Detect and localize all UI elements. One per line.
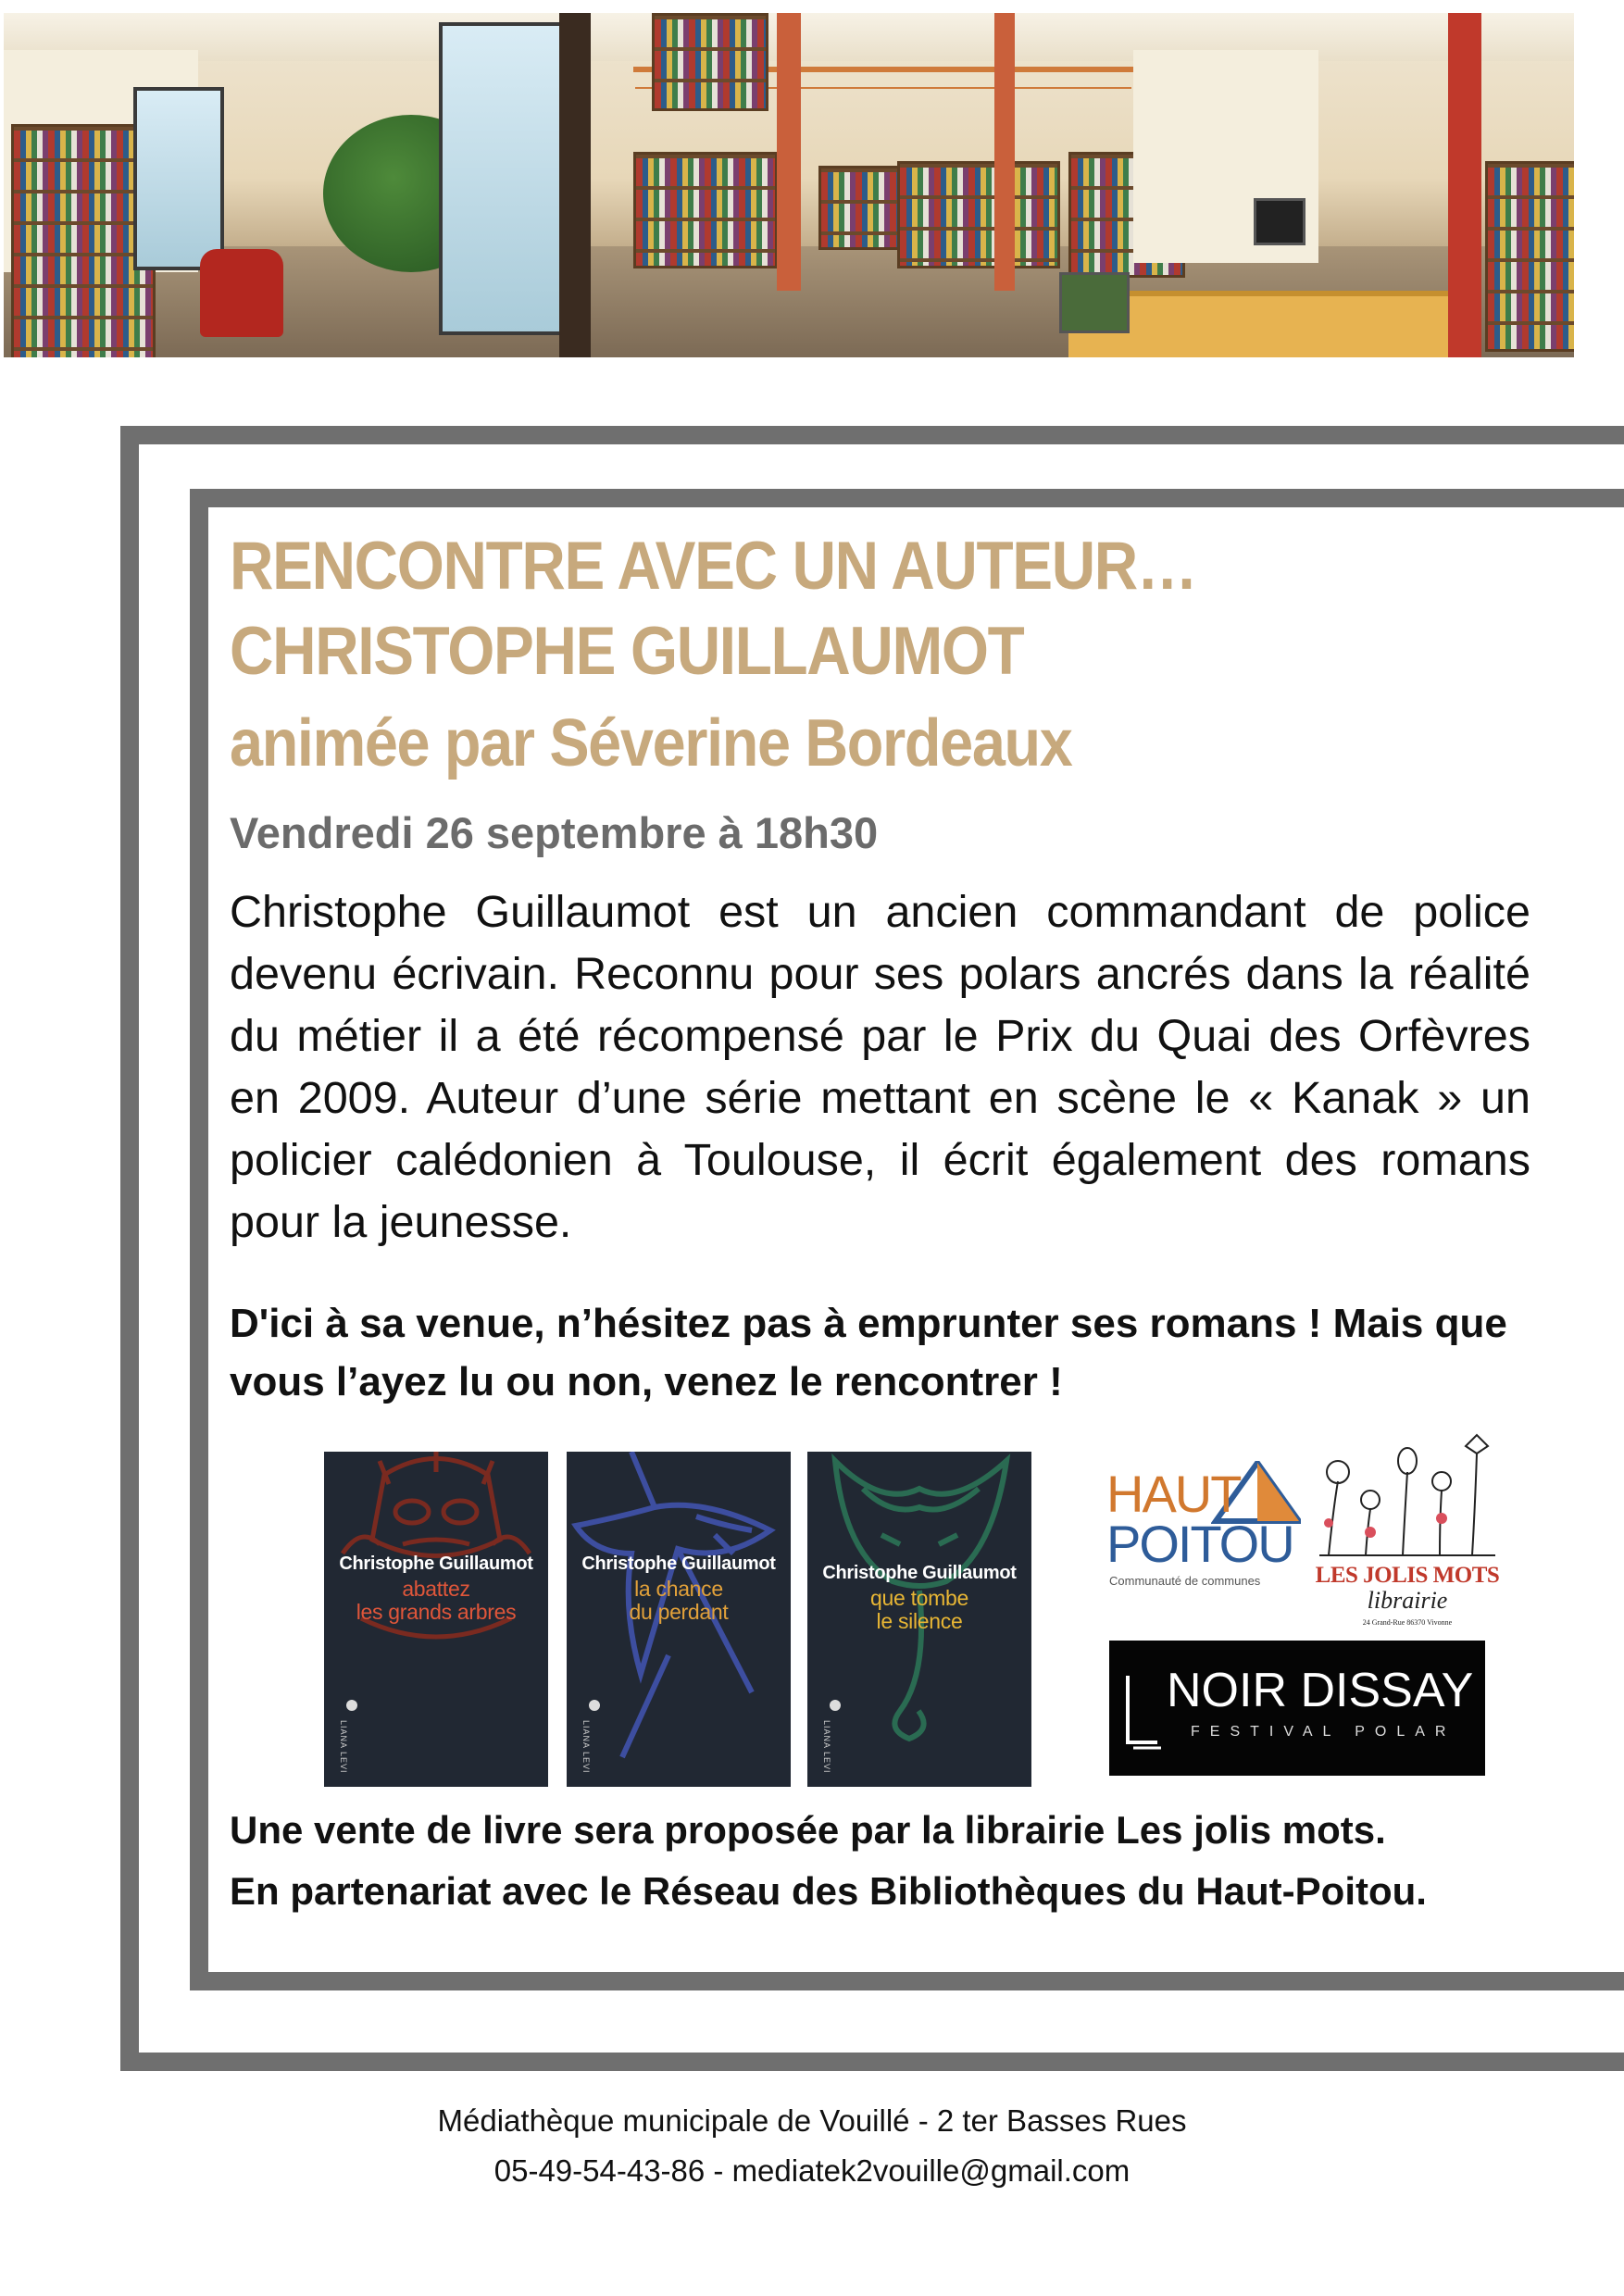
event-subtitle: animée par Séverine Bordeaux: [230, 706, 1072, 780]
photo-shelf-right: [1485, 161, 1574, 352]
noir-dissay-logo: [1109, 1641, 1485, 1776]
book-icon: [1122, 1668, 1163, 1752]
book-title-line-1: la chance: [634, 1577, 723, 1601]
jolis-mots-address: 24 Grand-Rue 86370 Vivonne: [1362, 1618, 1453, 1627]
book-title-line-1: que tombe: [870, 1586, 968, 1610]
jolis-mots-name: LES JOLIS MOTS: [1315, 1563, 1500, 1588]
book-author: Christophe Guillaumot: [339, 1554, 533, 1574]
event-title-line-1: RENCONTRE AVEC UN AUTEUR…: [230, 529, 1197, 604]
publisher-logo-icon: [346, 1700, 357, 1711]
book-cover-abattez: [324, 1452, 548, 1787]
haut-poitou-word-1: HAUT: [1106, 1465, 1241, 1523]
footer-address: Médiathèque municipale de Vouillé - 2 ter Basses Rues: [437, 2103, 1187, 2138]
call-to-action: D'ici à sa venue, n’hésitez pas à emprunter ses romans ! Mais que vous l’ayez lu ou non, venez le rencontrer !: [230, 1301, 1507, 1404]
book-title-line-2: du perdant: [629, 1600, 729, 1624]
haut-poitou-word-2: POITOU: [1106, 1515, 1293, 1573]
partnership-line: En partenariat avec le Réseau des Bibliothèques du Haut-Poitou.: [230, 1869, 1427, 1913]
photo-shelf-1: [633, 152, 778, 268]
photo-orange-pillar-2: [994, 13, 1015, 291]
photo-display-board: [1059, 272, 1130, 333]
book-author: Christophe Guillaumot: [581, 1554, 776, 1574]
event-date: Vendredi 26 septembre à 18h30: [230, 808, 879, 857]
book-title-line-2: les grands arbres: [356, 1600, 517, 1624]
photo-computer-screen: [1254, 198, 1305, 245]
publisher-name: LIANA LEVI: [822, 1720, 831, 1774]
book-title: [324, 1578, 548, 1624]
photo-pillar: [559, 13, 591, 357]
photo-shelf-3: [897, 161, 1060, 268]
photo-red-pillar: [1448, 13, 1481, 357]
book-title-line-2: le silence: [876, 1609, 963, 1633]
photo-window-left: [133, 87, 224, 270]
photo-orange-pillar: [777, 13, 801, 291]
book-title-line-1: abattez: [402, 1577, 470, 1601]
book-title: [807, 1587, 1031, 1633]
event-title-line-2: CHRISTOPHE GUILLAUMOT: [230, 614, 1024, 689]
noir-dissay-name: NOIR DISSAY: [1167, 1664, 1474, 1717]
noir-dissay-tagline: FESTIVAL POLAR: [1191, 1724, 1456, 1740]
jolis-mots-subtitle: librairie: [1367, 1587, 1448, 1614]
haut-poitou-tagline: Communauté de communes: [1109, 1574, 1261, 1588]
author-description: Christophe Guillaumot est un ancien commandant de police devenu écrivain. Reconnu pour ses polars ancrés dans la réalité du métier il a été récompensé par le Prix du Quai des Orfèvres en 2009. Auteur d’une série mettant en scène le « Kanak » un policier calédonien à Toulouse, il écrit également des romans pour la jeunesse.: [230, 887, 1530, 1247]
publisher-logo-icon: [589, 1700, 600, 1711]
photo-reception-desk: [1068, 291, 1476, 357]
book-cover-que-tombe: [807, 1452, 1031, 1787]
flowers-icon: [1301, 1426, 1514, 1565]
book-cover-la-chance: [567, 1452, 791, 1787]
footer-contact: 05-49-54-43-86 - mediatek2vouille@gmail.com: [493, 2153, 1131, 2188]
book-title: [567, 1578, 791, 1624]
photo-red-armchair: [200, 249, 283, 337]
photo-upper-shelf: [652, 13, 768, 111]
publisher-logo-icon: [830, 1700, 841, 1711]
publisher-name: LIANA LEVI: [581, 1720, 591, 1774]
closing-lines: [230, 1800, 1544, 1922]
publisher-name: LIANA LEVI: [339, 1720, 348, 1774]
book-sale-line: Une vente de livre sera proposée par la librairie Les jolis mots.: [230, 1808, 1386, 1852]
book-author: Christophe Guillaumot: [822, 1563, 1017, 1583]
library-panorama-photo: [4, 13, 1574, 357]
haut-poitou-logo: [1102, 1461, 1301, 1600]
jolis-mots-logo: [1301, 1426, 1514, 1639]
